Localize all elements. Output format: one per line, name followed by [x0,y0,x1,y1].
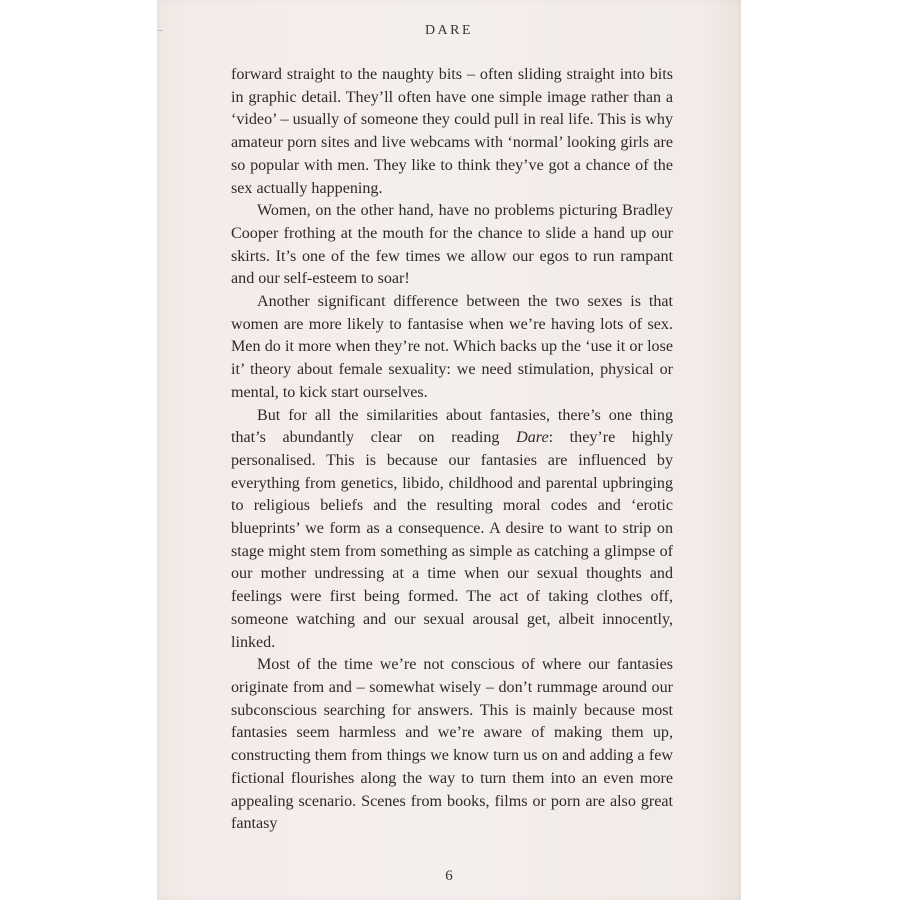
paragraph-text: forward straight to the naughty bits – often sliding straight into bits in graphic detail. They’ll often have one simple image rather than a ‘video’ – usually of someone they could pull in real life. This is why amateur porn sites and live webcams with ‘normal’ looking girls are so popular with men. They like to think they’ve got a chance of the sex actually happening. [231,66,673,197]
book-page [157,0,741,900]
paragraph-2 [231,200,673,291]
paragraph-text: : they’re highly personalised. This is because our fantasies are influenced by everything from genetics, libido, childhood and parental upbringing to religious beliefs and the resulting moral codes and ‘erotic blueprints’ we form as a consequence. A desire to want to strip on stage might stem from something as simple as catching a glimpse of our mother undressing at a time when our sexual thoughts and feelings were first being formed. The act of taking clothes off, someone watching and our sexual arousal get, albeit innocently, linked. [231,429,674,651]
body-text [231,64,673,836]
paragraph-1 [231,64,673,200]
paragraph-text: Women, on the other hand, have no problems picturing Bradley Cooper frothing at the mouth for the chance to slide a hand up our skirts. It’s one of the few times we allow our egos to run rampant and our self-esteem to soar! [231,202,673,288]
paragraph-text: Most of the time we’re not conscious of where our fantasies originate from and – somewhat wisely – don’t rummage around our subconscious searching for answers. This is mainly because most fantasies seem harmless and we’re aware of making them up, constructing them from things we know turn us on and adding a few fictional flourishes along the way to turn them into an even more appealing scenario. Scenes from books, films or porn are also great fantasy [231,656,673,833]
paragraph-text: Another significant difference between the two sexes is that women are more likely to fantasise when we’re having lots of sex. Men do it more when they’re not. Which backs up the ‘use it or lose it’ theory about female sexuality: we need stimulation, physical or mental, to kick start ourselves. [231,293,673,401]
paragraph-3 [231,291,673,405]
paragraph-5 [231,654,673,836]
running-head: DARE [424,23,474,38]
paragraph-text: But for all the similarities about fantasies, there’s one thing that’s abundantly clear on reading [231,406,673,447]
paragraph-4 [231,405,673,655]
page-number: 6 [445,868,453,884]
book-title-italic: Dare [516,429,549,447]
